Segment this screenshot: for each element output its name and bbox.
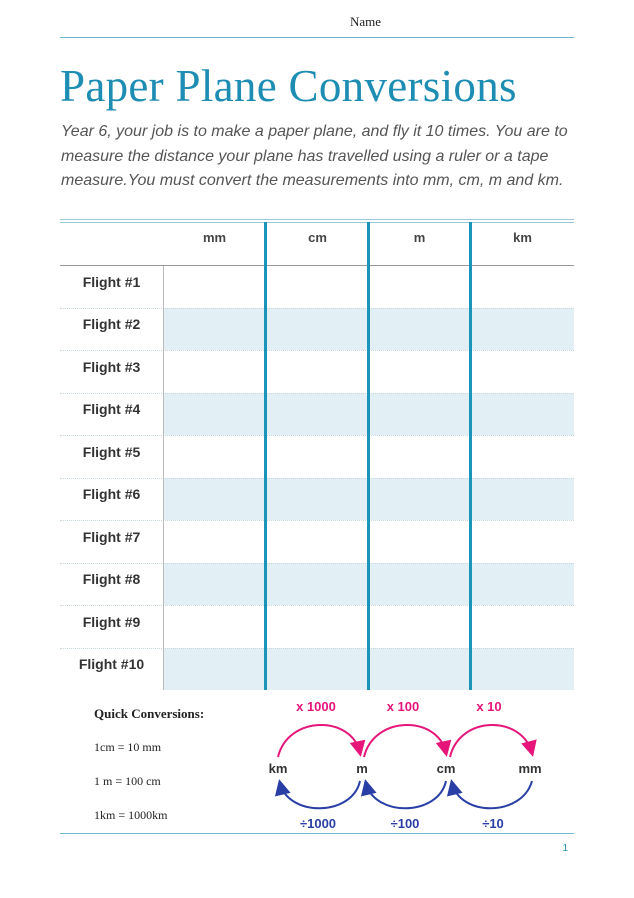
- row-divider: [60, 393, 574, 394]
- multiply-label-1000: x 1000: [296, 699, 336, 714]
- quick-conversions-title: Quick Conversions:: [94, 706, 205, 721]
- column-divider: [264, 222, 267, 690]
- row-divider: [60, 350, 574, 351]
- page-number: 1: [562, 843, 568, 854]
- column-divider: [469, 222, 472, 690]
- row-divider: [60, 308, 574, 309]
- multiply-label-10: x 10: [476, 699, 502, 714]
- conversion-m-cm: 1 m = 100 cm: [94, 774, 161, 788]
- instructions-text: Year 6, your job is to make a paper plane, and fly it 10 times. You are to measure the distance your plane has travelled using a ruler or a tape measure.You must convert the measurements into mm, cm, m and km.: [61, 123, 568, 189]
- flight-label-3: Flight #3: [82, 359, 141, 375]
- unit-cm: cm: [436, 761, 456, 776]
- flight-label-10: Flight #10: [78, 656, 145, 672]
- flight-label-1: Flight #1: [82, 274, 141, 290]
- divide-label-10: ÷10: [482, 816, 504, 831]
- column-header-km: km: [513, 230, 532, 245]
- column-header-mm: mm: [202, 230, 227, 245]
- unit-km: km: [268, 761, 288, 776]
- table-header-border: [60, 265, 574, 266]
- row-divider: [60, 520, 574, 521]
- flight-label-6: Flight #6: [82, 486, 141, 502]
- multiply-arrow-km-m: [278, 725, 360, 757]
- conversion-cm-mm: 1cm = 10 mm: [94, 740, 162, 754]
- multiply-arrow-m-cm: [364, 725, 446, 757]
- row-divider: [60, 478, 574, 479]
- row-divider: [60, 605, 574, 606]
- flight-label-7: Flight #7: [82, 529, 141, 545]
- divide-arrow-cm-m: [366, 781, 446, 808]
- name-label: Name: [350, 14, 382, 29]
- unit-mm: mm: [518, 761, 542, 776]
- flight-label-4: Flight #4: [82, 401, 141, 417]
- divide-label-1000: ÷1000: [299, 816, 337, 831]
- footer-rule: [60, 833, 574, 834]
- row-divider: [60, 648, 574, 649]
- column-header-m: m: [413, 230, 426, 245]
- page-title: Paper Plane Conversions: [60, 61, 517, 111]
- table-top-rule: [60, 219, 574, 220]
- row-divider: [60, 435, 574, 436]
- divide-label-100: ÷100: [390, 816, 420, 831]
- multiply-label-100: x 100: [386, 699, 420, 714]
- column-divider: [367, 222, 370, 690]
- label-column-divider: [163, 266, 164, 690]
- header-rule: [60, 37, 574, 38]
- conversion-diagram: [260, 695, 560, 835]
- column-header-cm: cm: [308, 230, 327, 245]
- flight-label-2: Flight #2: [82, 316, 141, 332]
- multiply-arrow-cm-mm: [450, 725, 532, 757]
- row-divider: [60, 563, 574, 564]
- divide-arrow-m-km: [280, 781, 360, 808]
- divide-arrow-mm-cm: [452, 781, 532, 808]
- unit-m: m: [356, 761, 368, 776]
- flight-label-8: Flight #8: [82, 571, 141, 587]
- conversion-km-m: 1km = 1000km: [94, 808, 168, 822]
- flight-label-9: Flight #9: [82, 614, 141, 630]
- conversion-table: [60, 222, 574, 690]
- flight-label-5: Flight #5: [82, 444, 141, 460]
